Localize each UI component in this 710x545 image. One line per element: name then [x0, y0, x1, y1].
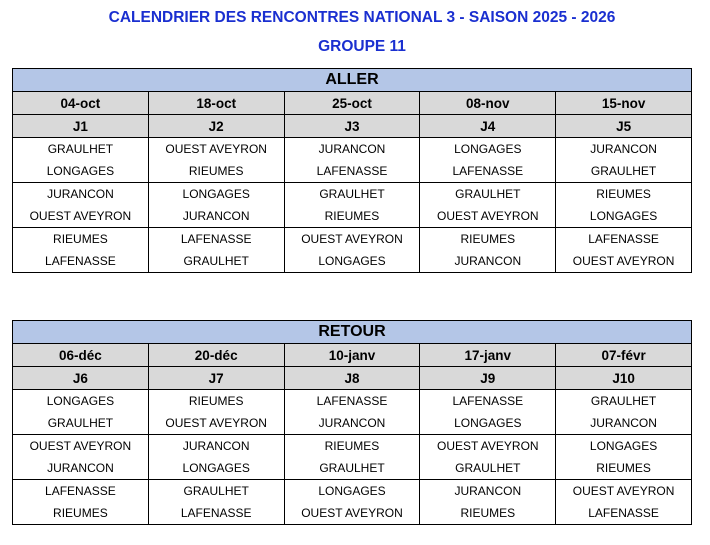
- team-cell: RIEUMES: [13, 502, 149, 525]
- team-cell: RIEUMES: [284, 435, 420, 458]
- date-cell: 18-oct: [148, 92, 284, 115]
- team-cell: OUEST AVEYRON: [420, 205, 556, 228]
- team-cell: JURANCON: [13, 183, 149, 206]
- team-cell: OUEST AVEYRON: [556, 480, 692, 503]
- group-title: GROUPE 11: [318, 38, 406, 55]
- team-cell: RIEUMES: [284, 205, 420, 228]
- team-cell: JURANCON: [556, 412, 692, 435]
- team-cell: RIEUMES: [148, 390, 284, 413]
- team-cell: LONGAGES: [284, 480, 420, 503]
- date-cell: 04-oct: [13, 92, 149, 115]
- team-cell: GRAULHET: [556, 390, 692, 413]
- team-cell: LAFENASSE: [148, 502, 284, 525]
- team-cell: LONGAGES: [13, 160, 149, 183]
- team-cell: OUEST AVEYRON: [556, 250, 692, 273]
- round-cell: J5: [556, 115, 692, 138]
- team-cell: LAFENASSE: [420, 160, 556, 183]
- team-cell: RIEUMES: [556, 183, 692, 206]
- team-cell: GRAULHET: [284, 457, 420, 480]
- round-cell: J4: [420, 115, 556, 138]
- team-cell: GRAULHET: [420, 457, 556, 480]
- team-cell: LONGAGES: [284, 250, 420, 273]
- team-cell: JURANCON: [148, 205, 284, 228]
- team-cell: JURANCON: [284, 138, 420, 161]
- team-cell: RIEUMES: [420, 228, 556, 251]
- date-cell: 17-janv: [420, 344, 556, 367]
- team-cell: OUEST AVEYRON: [284, 502, 420, 525]
- team-cell: OUEST AVEYRON: [13, 435, 149, 458]
- aller-schedule-table: [12, 68, 692, 273]
- team-cell: LONGAGES: [420, 138, 556, 161]
- round-cell: J10: [556, 367, 692, 390]
- team-cell: OUEST AVEYRON: [13, 205, 149, 228]
- team-cell: LONGAGES: [420, 412, 556, 435]
- team-cell: LAFENASSE: [284, 390, 420, 413]
- team-cell: OUEST AVEYRON: [148, 138, 284, 161]
- team-cell: GRAULHET: [148, 480, 284, 503]
- team-cell: LAFENASSE: [13, 480, 149, 503]
- team-cell: LONGAGES: [148, 183, 284, 206]
- team-cell: LAFENASSE: [284, 160, 420, 183]
- team-cell: LONGAGES: [148, 457, 284, 480]
- team-cell: LAFENASSE: [556, 502, 692, 525]
- date-cell: 08-nov: [420, 92, 556, 115]
- team-cell: RIEUMES: [13, 228, 149, 251]
- team-cell: LONGAGES: [556, 435, 692, 458]
- team-cell: GRAULHET: [420, 183, 556, 206]
- round-cell: J9: [420, 367, 556, 390]
- round-cell: J2: [148, 115, 284, 138]
- team-cell: RIEUMES: [420, 502, 556, 525]
- team-cell: OUEST AVEYRON: [284, 228, 420, 251]
- team-cell: JURANCON: [13, 457, 149, 480]
- date-cell: 15-nov: [556, 92, 692, 115]
- team-cell: JURANCON: [420, 250, 556, 273]
- team-cell: LAFENASSE: [420, 390, 556, 413]
- date-cell: 06-déc: [13, 344, 149, 367]
- team-cell: OUEST AVEYRON: [420, 435, 556, 458]
- team-cell: JURANCON: [148, 435, 284, 458]
- section-header-retour: RETOUR: [13, 321, 692, 344]
- date-cell: 10-janv: [284, 344, 420, 367]
- team-cell: GRAULHET: [556, 160, 692, 183]
- round-cell: J8: [284, 367, 420, 390]
- team-cell: LONGAGES: [13, 390, 149, 413]
- round-cell: J6: [13, 367, 149, 390]
- team-cell: RIEUMES: [148, 160, 284, 183]
- team-cell: LAFENASSE: [148, 228, 284, 251]
- team-cell: GRAULHET: [13, 412, 149, 435]
- date-cell: 20-déc: [148, 344, 284, 367]
- team-cell: LAFENASSE: [556, 228, 692, 251]
- team-cell: GRAULHET: [13, 138, 149, 161]
- team-cell: LONGAGES: [556, 205, 692, 228]
- retour-schedule-table: [12, 320, 692, 525]
- round-cell: J3: [284, 115, 420, 138]
- team-cell: RIEUMES: [556, 457, 692, 480]
- team-cell: LAFENASSE: [13, 250, 149, 273]
- team-cell: JURANCON: [556, 138, 692, 161]
- round-cell: J7: [148, 367, 284, 390]
- date-cell: 07-févr: [556, 344, 692, 367]
- round-cell: J1: [13, 115, 149, 138]
- team-cell: GRAULHET: [148, 250, 284, 273]
- team-cell: GRAULHET: [284, 183, 420, 206]
- page-title: CALENDRIER DES RENCONTRES NATIONAL 3 - SAISON 2025 - 2026: [108, 9, 616, 26]
- date-cell: 25-oct: [284, 92, 420, 115]
- team-cell: JURANCON: [284, 412, 420, 435]
- team-cell: OUEST AVEYRON: [148, 412, 284, 435]
- team-cell: JURANCON: [420, 480, 556, 503]
- section-header-aller: ALLER: [13, 69, 692, 92]
